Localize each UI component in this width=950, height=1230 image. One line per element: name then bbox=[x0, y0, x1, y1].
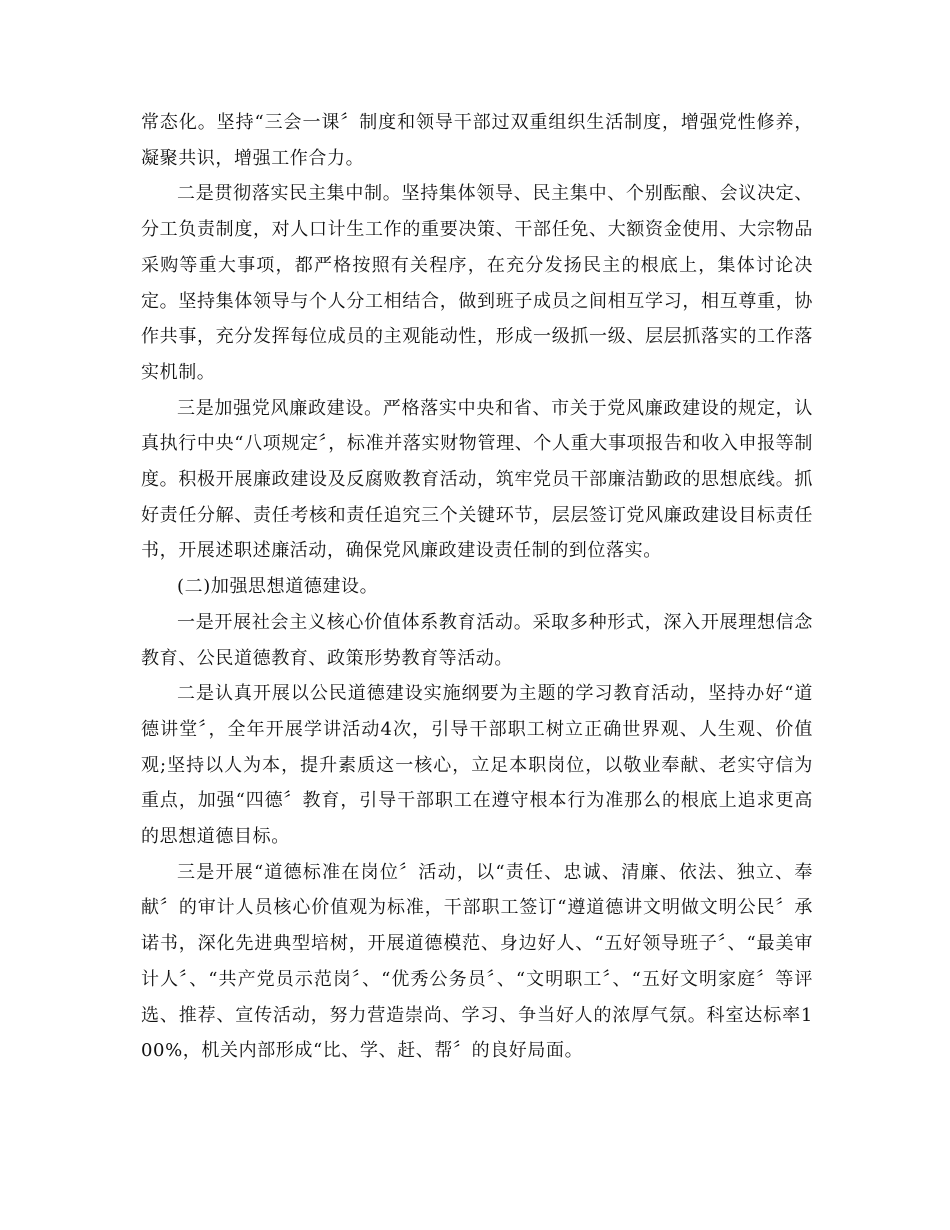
document-body bbox=[141, 105, 813, 1069]
paragraph-core-values: 一是开展社会主义核心价值体系教育活动。采取多种形式，深入开展理想信念教育、公民道德教育、政策形势教育等活动。 bbox=[141, 611, 813, 669]
paragraph-moral-lecture: 二是认真开展以公民道德建设实施纲要为主题的学习教育活动，坚持办好“道德讲堂〞，全年开展学讲活动4次，引导干部职工树立正确世界观、人生观、价值观;坚持以人为本，提升素质这一核心，立足本职岗位，以敬业奉献、老实守信为重点，加强“四德〞教育，引导干部职工在遵守根本行为准那么的根底上追求更高的思想道德目标。 bbox=[141, 683, 813, 848]
paragraph-clean-government: 三是加强党风廉政建设。严格落实中央和省、市关于党风廉政建设的规定，认真执行中央“八项规定〞，标准并落实财物管理、个人重大事项报告和收入申报等制度。积极开展廉政建设及反腐败教育活动，筑牢党员干部廉洁勤政的思想底线。抓好责任分解、责任考核和责任追究三个关键环节，层层签订党风廉政建设目标责任书，开展述职述廉活动，确保党风廉政建设责任制的到位落实。 bbox=[141, 397, 813, 562]
paragraph-democratic-centralism: 二是贯彻落实民主集中制。坚持集体领导、民主集中、个别酝酿、会议决定、分工负责制度，对人口计生工作的重要决策、干部任免、大额资金使用、大宗物品采购等重大事项，都严格按照有关程序，在充分发扬民主的根底上，集体讨论决定。坚持集体领导与个人分工相结合，做到班子成员之间相互学习，相互尊重，协作共事，充分发挥每位成员的主观能动性，形成一级抓一级、层层抓落实的工作落实机制。 bbox=[141, 183, 813, 383]
section-heading-moral-construction: (二)加强思想道德建设。 bbox=[177, 576, 379, 598]
paragraph-moral-standards: 三是开展“道德标准在岗位〞活动，以“责任、忠诚、清廉、依法、独立、奉献〞的审计人员核心价值观为标准，干部职工签订“遵道德讲文明做文明公民〞承诺书，深化先进典型培树，开展道德模范、身边好人、“五好领导班子〞、“最美审计人〞、“共产党员示范岗〞、“优秀公务员〞、“文明职工〞、“五好文明家庭〞等评选、推荐、宣传活动，努力营造崇尚、学习、争当好人的浓厚气氛。科室达标率100%，机关内部形成“比、学、赶、帮〞的良好局面。 bbox=[141, 861, 813, 1062]
paragraph-continuation: 常态化。坚持“三会一课〞制度和领导干部过双重组织生活制度，增强党性修养，凝聚共识，增强工作合力。 bbox=[141, 112, 813, 169]
